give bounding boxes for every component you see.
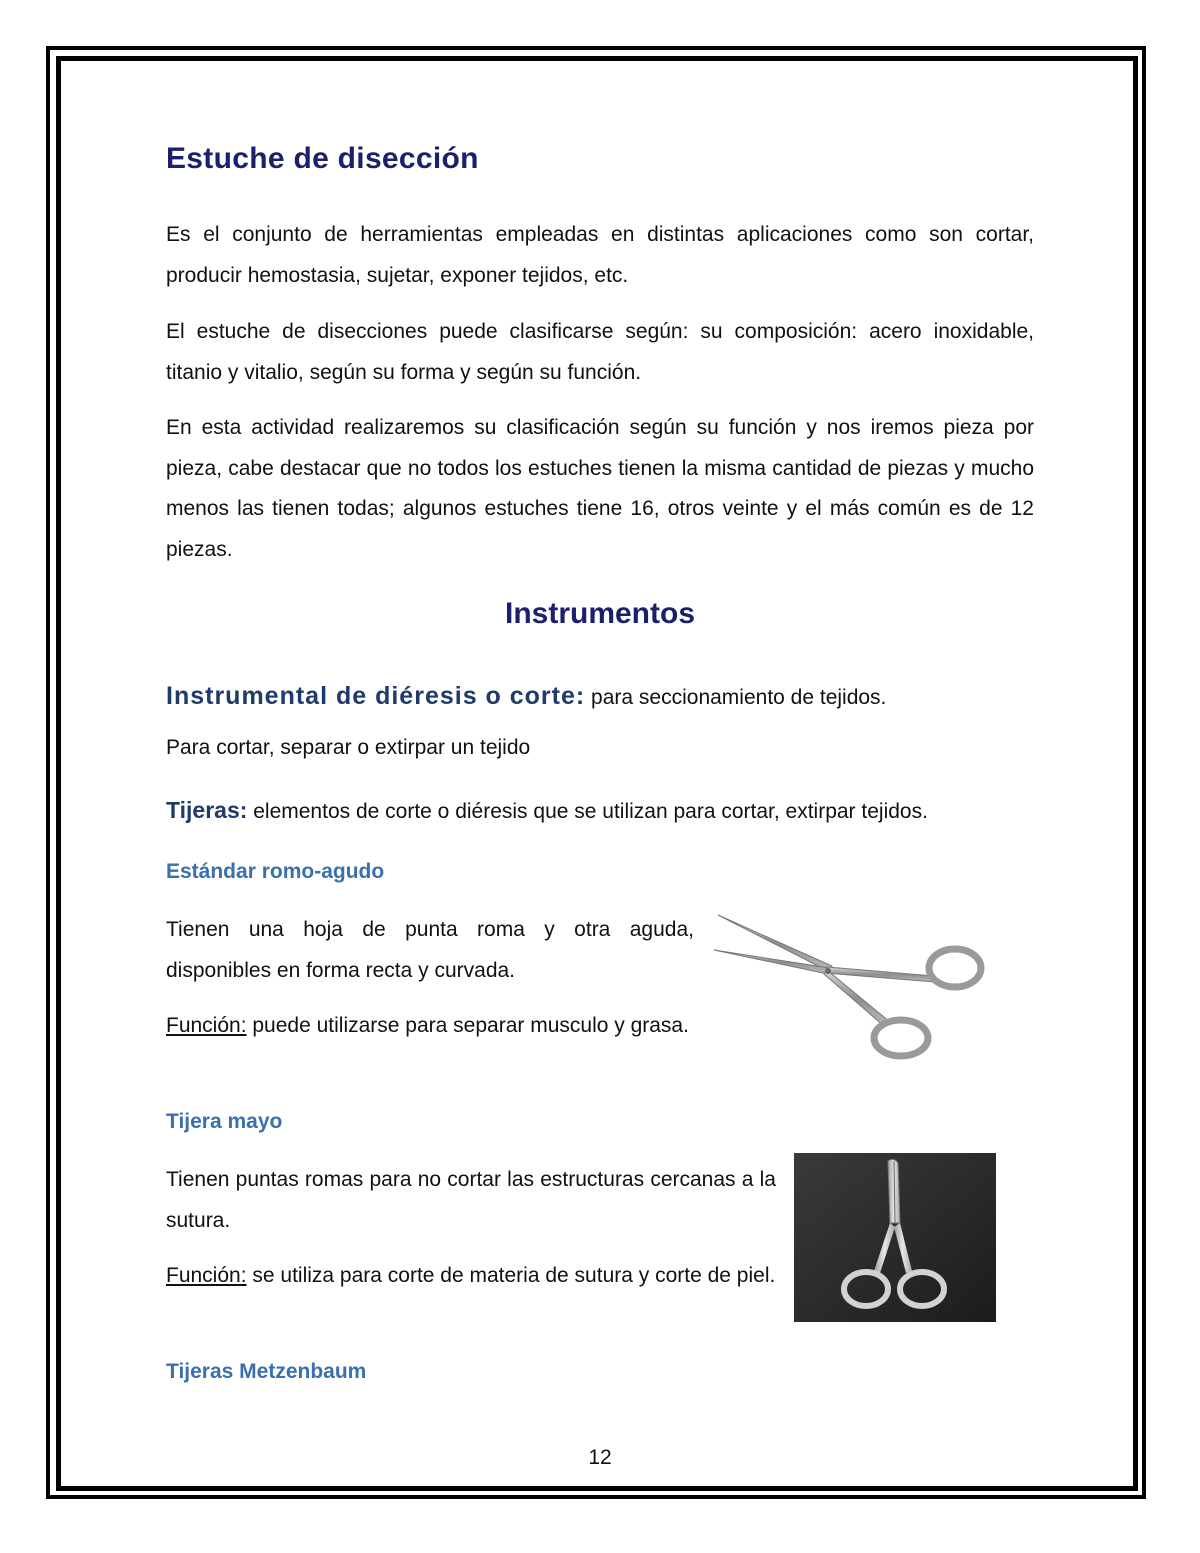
mayo-title: Tijera mayo <box>166 1110 283 1133</box>
estandar-funcion <box>166 1006 694 1047</box>
mayo-desc: Tienen puntas romas para no cortar las estructuras cercanas a la sutura. <box>166 1168 776 1232</box>
dieresis-line2: Para cortar, separar o extirpar un tejido <box>166 736 531 759</box>
estandar-title: Estándar romo-agudo <box>166 860 385 883</box>
mayo-funcion-text: se utiliza para corte de materia de sutura y corte de piel. <box>246 1264 776 1287</box>
tijeras-paragraph <box>166 790 1034 833</box>
page-heading: Estuche de disección <box>166 142 479 175</box>
mayo-funcion <box>166 1256 776 1297</box>
mayo-funcion-label: Función: <box>166 1264 247 1287</box>
section-heading: Instrumentos <box>504 597 696 630</box>
estandar-desc: Tienen una hoja de punta roma y otra aguda, disponibles en forma recta y curvada. <box>166 918 694 982</box>
estandar-funcion-text: puede utilizarse para separar musculo y grasa. <box>246 1014 689 1037</box>
standard-scissors-image <box>712 910 992 1068</box>
dieresis-paragraph <box>166 674 1034 720</box>
dieresis-desc: para seccionamiento de tejidos. <box>585 686 887 709</box>
intro-paragraph-2: El estuche de disecciones puede clasificarse según: su composición: acero inoxidable, titanio y vitalio, según su forma y según su función. <box>166 320 1034 384</box>
page-number: 12 <box>588 1446 612 1469</box>
intro-paragraph-3: En esta actividad realizaremos su clasificación según su función y nos iremos pieza por pieza, cabe destacar que no todos los estuches tienen la misma cantidad de piezas y mucho menos las tienen todas; algunos estuches tiene 16, otros veinte y el más común es de 12 piezas. <box>166 416 1034 561</box>
dieresis-title: Instrumental de diéresis o corte: <box>166 682 586 710</box>
tijeras-desc: elementos de corte o diéresis que se utilizan para cortar, extirpar tejidos. <box>247 800 928 823</box>
mayo-scissors-image <box>794 1153 996 1322</box>
metzenbaum-title: Tijeras Metzenbaum <box>166 1360 367 1383</box>
estandar-funcion-label: Función: <box>166 1014 247 1037</box>
tijeras-term: Tijeras: <box>166 797 248 823</box>
intro-paragraph-1: Es el conjunto de herramientas empleadas en distintas aplicaciones como son cortar, producir hemostasia, sujetar, exponer tejidos, etc. <box>166 223 1034 287</box>
